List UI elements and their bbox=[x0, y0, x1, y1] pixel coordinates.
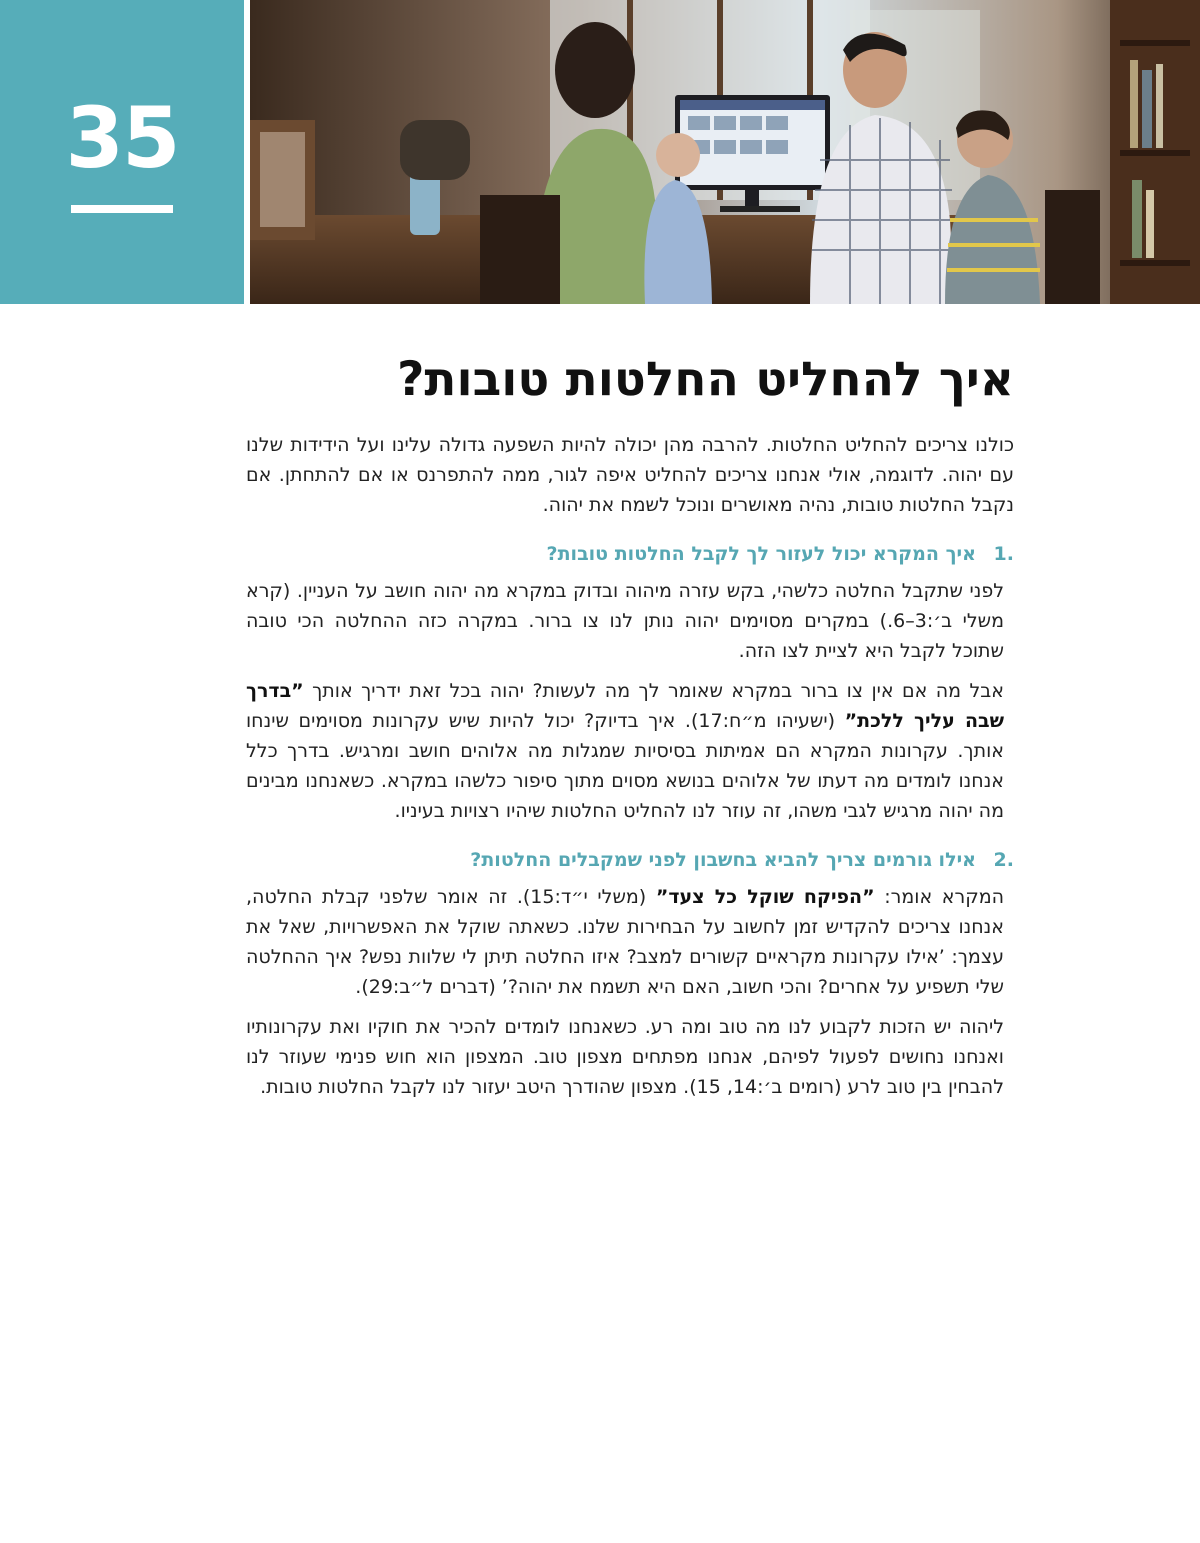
section-2-paragraph-1-text-b: (משלי י״ד:15). זה אומר שלפני קבלת החלטה, אנחנו צריכים להקדיש זמן לחשוב על הבחירות שלנו. כשאתה שוקל את האפשרויות, שאל את עצמך: ’אילו עקרונות מקראיים קשורים למצב? איזו החלטה תיתן לי שלוות נפש? איך ההחלטה שלי תשפיע על אחרים? והכי חשוב, האם היא תשמח את יהוה?’ (דברים ל״ב:29). bbox=[246, 886, 1004, 999]
question-2-number: .2 bbox=[993, 849, 1014, 872]
section-1-paragraph-2 bbox=[246, 676, 1014, 826]
section-1-paragraph-2-quote: ”בדרך שבה עליך ללכת” bbox=[246, 680, 1004, 733]
page-title: איך להחליט החלטות טובות? bbox=[397, 352, 1014, 407]
family-computer-photo bbox=[250, 0, 1200, 304]
intro-paragraph: כולנו צריכים להחליט החלטות. להרבה מהן יכולה להיות השפעה גדולה עלינו ועל הידידות שלנו עם יהוה. לדוגמה, אולי אנחנו צריכים להחליט איפה לגור, ממה להתפרנס או אם להתחתן. אם נקבל החלטות טובות, נהיה מאושרים ונוכל לשמח את יהוה. bbox=[246, 434, 1014, 517]
lesson-number-underline bbox=[71, 205, 173, 213]
lesson-content bbox=[246, 340, 1014, 1112]
lesson-number: 35 bbox=[65, 89, 179, 187]
section-2-paragraph-1-quote: ”הפיקח שוקל כל צעד” bbox=[655, 886, 875, 909]
section-1-paragraph-2-text-b: (ישעיהו מ״ח:17). איך בדיוק? יכול להיות שיש עקרונות מסוימים שינחו אותך. עקרונות המקרא הם אמיתות בסיסיות שמגלות מה אלוהים חושב ומרגיש. בדרך כלל אנחנו לומדים מה דעתו של אלוהים בנושא מסוים מתוך סיפור כלשהו במקרא. כשאנחנו מבינים מה יהוה מרגיש לגבי משהו, זה עוזר לנו להחליט החלטות שיהיו רצויות בעיניו. bbox=[246, 710, 1004, 823]
question-2 bbox=[246, 846, 1014, 874]
lesson-number-tab bbox=[0, 0, 244, 304]
question-1 bbox=[246, 540, 1014, 568]
section-1-paragraph-2-text-a: אבל מה אם אין צו ברור במקרא שאומר לך מה לעשות? יהוה בכל זאת ידריך אותך bbox=[303, 680, 1004, 703]
question-2-text: אילו גורמים צריך להביא בחשבון לפני שמקבלים החלטות? bbox=[470, 849, 976, 872]
question-1-number: .1 bbox=[993, 543, 1014, 566]
section-2-paragraph-2: ליהוה יש הזכות לקבוע לנו מה טוב ומה רע. כשאנחנו לומדים להכיר את חוקיו ואת עקרונותיו ואנחנו נחושים לפעול לפיהם, אנחנו מפתחים מצפון טוב. המצפון הוא חוש פנימי שעוזר לנו להבחין בין טוב לרע (רומים ב׳:14, 15). מצפון שהודרך היטב יעזור לנו לקבל החלטות טובות. bbox=[246, 1016, 1004, 1099]
section-2-paragraph-1-text-a: המקרא אומר: bbox=[874, 886, 1005, 909]
question-1-text: איך המקרא יכול לעזור לך לקבל החלטות טובות? bbox=[546, 543, 976, 566]
section-2-paragraph-1 bbox=[246, 882, 1014, 1002]
section-1-paragraph-1: לפני שתקבל החלטה כלשהי, בקש עזרה מיהוה ובדוק במקרא מה יהוה חושב על העניין. (קרא משלי ב׳:3–6.) במקרים מסוימים יהוה נותן לנו צו ברור. במקרה כזה ההחלטה הכי טובה שתוכל לקבל היא לציית לצו הזה. bbox=[246, 580, 1005, 663]
